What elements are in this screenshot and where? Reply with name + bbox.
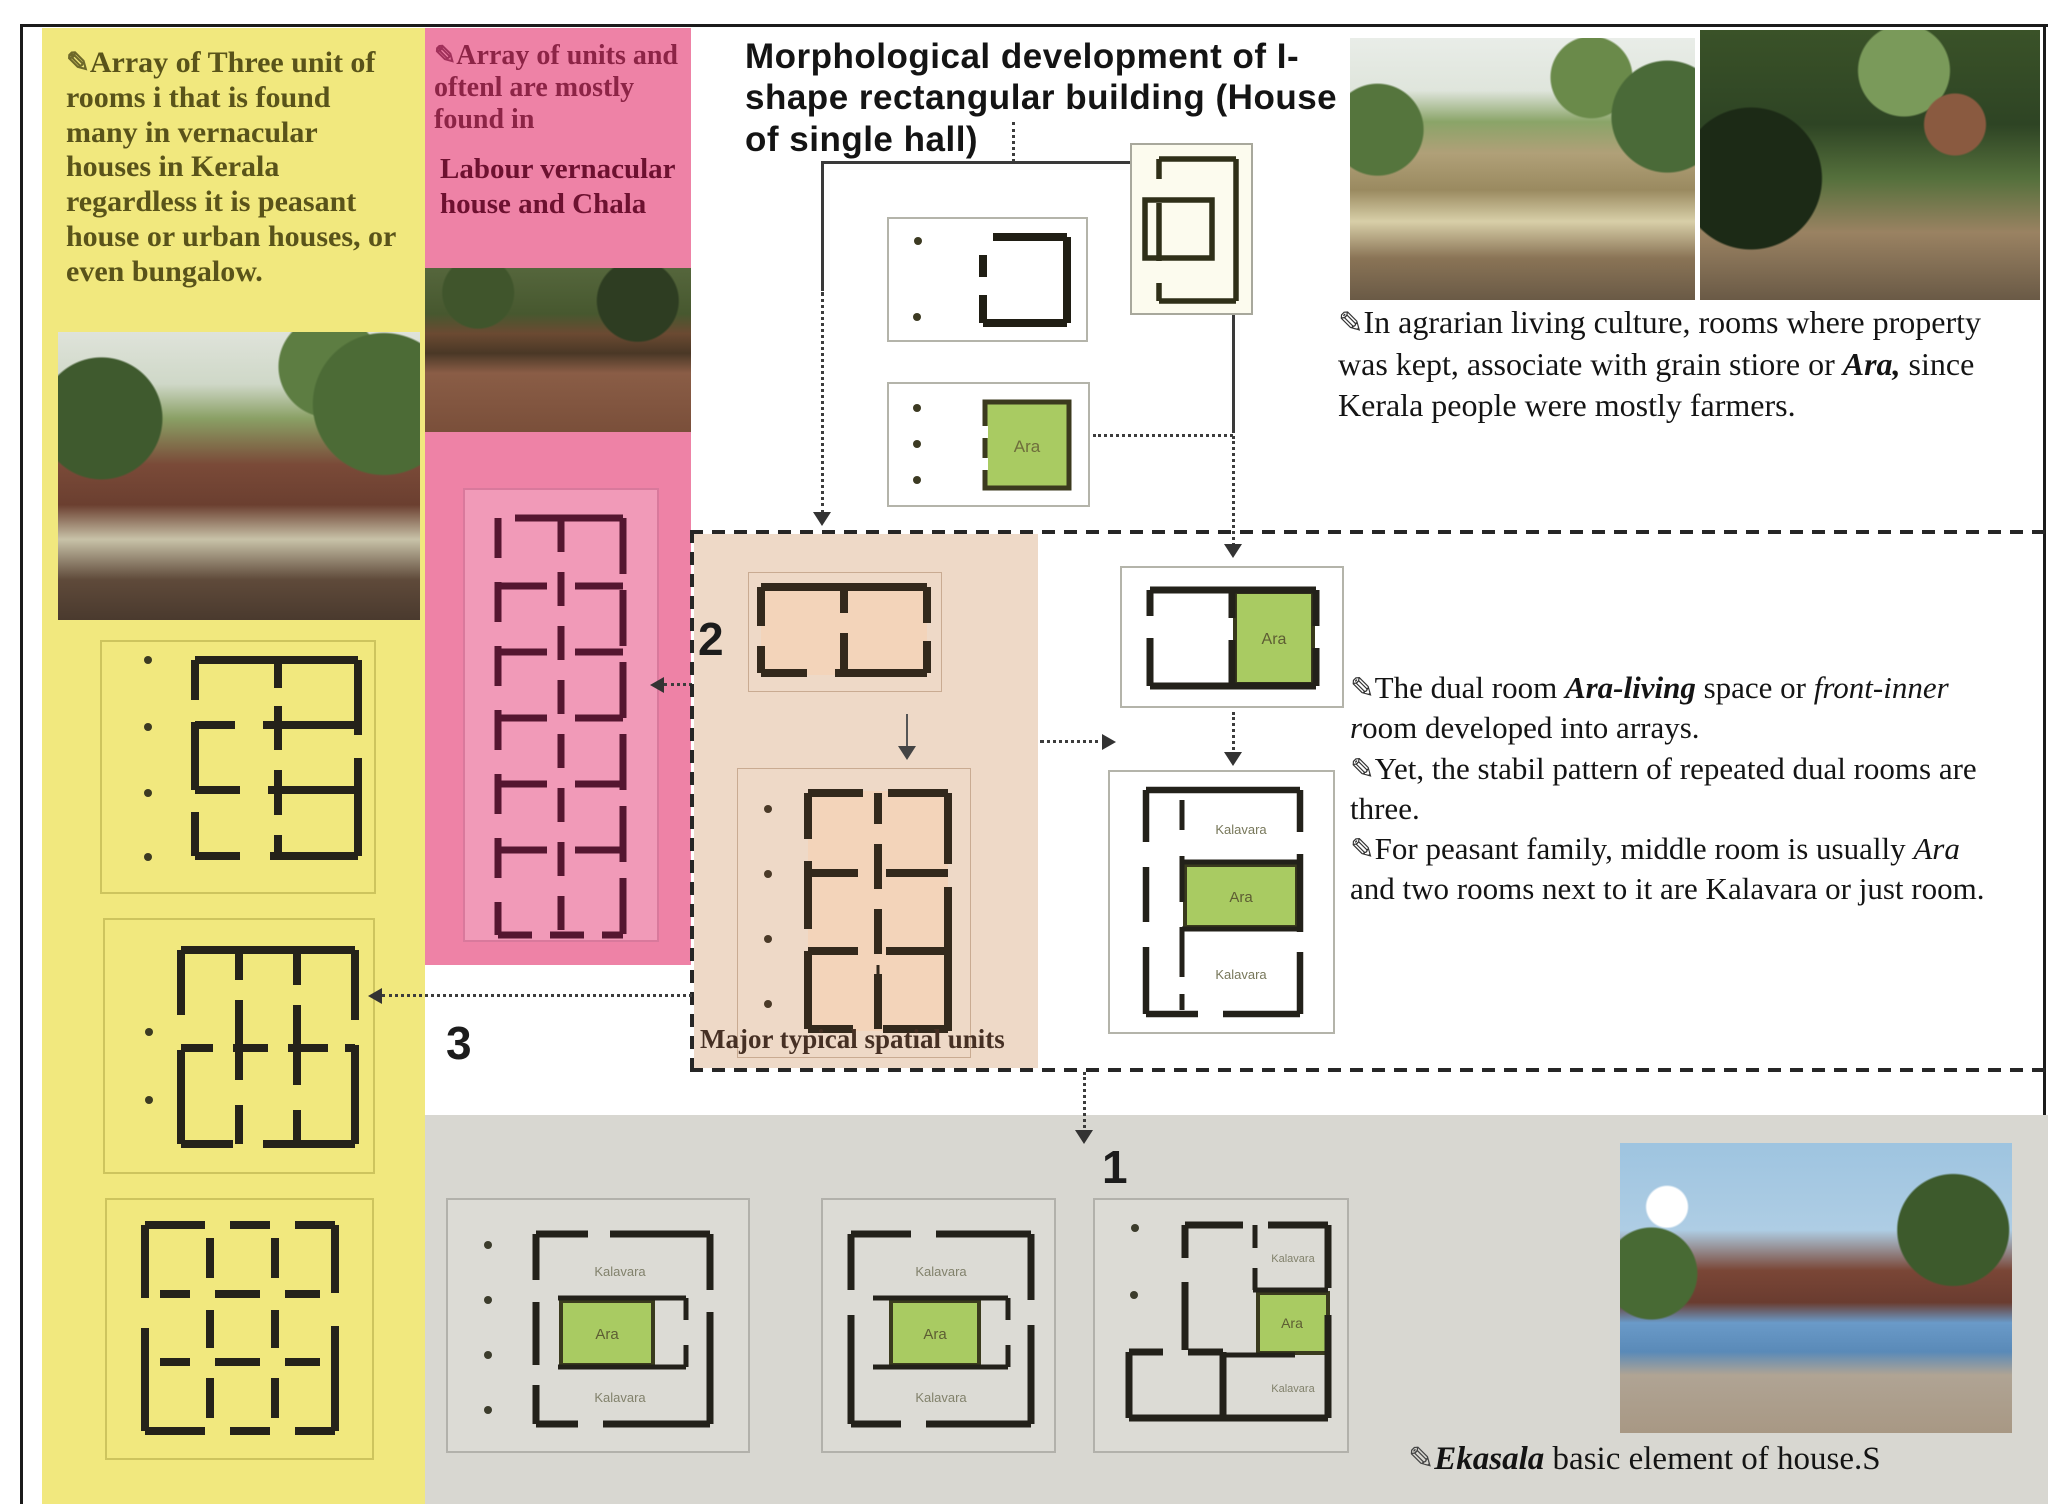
step-number-3: 3 [446,1017,472,1069]
pencil-icon: ✎ [1338,306,1364,340]
floor-plan-dual-ara [1122,568,1342,706]
room-label-kalavara: Kalavara [1215,822,1267,837]
pencil-icon: ✎ [1408,1441,1435,1476]
yellow-note [66,46,402,290]
arrowhead-left-icon [650,677,664,693]
floor-plan-ara-cell [889,384,1088,505]
step-number-2: 2 [698,613,724,665]
frame-left-line [20,24,23,1504]
photo-labour-house [425,268,691,432]
connector-stub [1012,122,1015,162]
arrowhead-down-icon [1224,752,1242,766]
arrowhead-right-icon [1102,734,1116,750]
connector-tan-right [1040,740,1106,743]
ekasala-plan-panel-2 [821,1198,1056,1453]
note-text: For peasant family, middle room is usually [1374,831,1914,867]
room-label-ara: Ara [1261,631,1287,648]
note-text: space or [1695,670,1814,705]
ekasala-term: Ekasala [1434,1441,1545,1477]
dashed-border-bottom [690,1068,2048,1072]
note-stabil-pattern [1350,749,1990,830]
tan-dual-room-panel [748,572,942,692]
pink-note-text: Array of units and oftenl are mostly found in [434,40,678,136]
floor-plan-ekasala-2 [823,1200,1054,1451]
arrowhead-down-icon [813,512,831,526]
ekasala-note [1408,1438,2028,1481]
room-label-kalavara: Kalavara [1271,1253,1315,1265]
pencil-icon: ✎ [66,48,90,79]
pencil-icon: ✎ [1350,673,1375,705]
connector-title-line-h [822,161,1130,164]
note-text: oom developed into arrays. [1362,710,1700,746]
connector-to-pink-plan [664,683,692,686]
agrarian-text-2: since Kerala people were mostly farmers. [1338,345,1975,424]
note-italic: Ara-living [1564,670,1696,705]
room-label-ara: Ara [1229,889,1253,906]
room-label-kalavara: Kalavara [1271,1383,1315,1395]
yellow-plan-panel-3 [105,1198,374,1460]
connector-to-yellow [382,994,692,997]
yellow-note-text: Array of Three unit of rooms i that is found many in vernacular houses in Kerala regardless it is peasant house or urban houses, or even bungalow. [66,46,396,288]
room-label-kalavara: Kalavara [915,1264,967,1279]
note-peasant-family [1350,829,1990,910]
photo-forest-shrine [1700,30,2040,300]
photo-thatched-house [1350,38,1695,300]
arrowhead-down-icon [1224,544,1242,558]
floor-plan-tall-array [465,490,657,940]
yellow-plan-panel-2 [103,918,375,1174]
i-shape-nested-diagram [1132,145,1251,313]
room-label-kalavara: Kalavara [1215,967,1267,982]
connector-nested-down [1232,315,1235,433]
step-number-1: 1 [1102,1141,1128,1193]
connector-ara-right [1093,434,1233,437]
major-units-caption: Major typical spatial units [700,1024,1005,1054]
floor-plan-nine-cell-array [107,1200,368,1454]
pencil-icon: ✎ [434,40,457,70]
photo-kerala-vernacular-house [58,332,420,620]
ekasala-text: basic element of house.S [1544,1441,1881,1477]
dual-ara-plan-panel [1120,566,1344,708]
kalavara-ara-plan-panel [1108,770,1335,1034]
note-italic: front-inner r [1350,670,1949,746]
agrarian-text-1: In agrarian living culture, rooms where property was kept, associate with grain stiore or [1338,304,1982,382]
connector-title-line-v [821,161,824,291]
development-notes [1350,668,1990,910]
tan-grid-panel [737,768,971,1058]
arrowhead-down-icon [1075,1130,1093,1144]
floor-plan-single-hall [889,219,1086,340]
floor-plan-two-row-array [105,920,369,1168]
note-text: and two rooms next to it are Kalavara or just room. [1350,871,1985,907]
floor-plan-tan-array [738,769,968,1055]
pink-note [434,40,684,137]
connector-dualara-down [1232,712,1235,756]
room-label-ara: Ara [1013,437,1041,456]
room-label-ara: Ara [595,1326,619,1343]
pencil-icon: ✎ [1350,753,1375,786]
agrarian-note [1338,302,1998,427]
i-shape-diagram-panel [1130,143,1253,315]
ekasala-plan-panel-3 [1093,1198,1349,1453]
pencil-icon: ✎ [1350,834,1375,867]
floor-plan-ekasala-3 [1095,1200,1347,1451]
frame-top-line [20,24,2048,27]
note-italic: Ara [1913,831,1960,867]
agrarian-ara-emphasis: Ara, [1842,345,1901,382]
pink-plan-panel [463,488,659,942]
note-dual-room [1350,668,1990,749]
ekasala-plan-panel-1 [446,1198,750,1453]
pink-note-emphasis: Labour vernacular house and Chala [440,153,675,220]
note-text: Yet, the stabil pattern of repeated dual rooms are three. [1350,750,1977,826]
room-label-kalavara: Kalavara [594,1264,646,1279]
ara-cell-plan-panel [887,382,1090,507]
floor-plan-dual-room [749,573,939,689]
photo-ekasala-house [1620,1143,2012,1433]
floor-plan-ekasala-1 [448,1200,748,1451]
arrowhead-left-icon [368,988,382,1004]
floor-plan-three-unit-array [102,642,370,888]
single-hall-plan-panel [887,217,1088,342]
note-text: The dual room [1374,670,1565,705]
yellow-plan-panel-1 [100,640,376,894]
page-title: Morphological development of I-shape rectangular building (House of single hall) [745,37,1338,159]
room-label-ara: Ara [923,1326,947,1343]
connector-tan-down [906,714,908,750]
room-label-kalavara: Kalavara [915,1390,967,1405]
room-label-ara: Ara [1281,1315,1303,1331]
floor-plan-kalavara-ara [1110,772,1333,1032]
connector-to-ekasala [1083,1072,1086,1134]
arrowhead-down-icon [898,746,916,760]
connector-down-to-tan [821,292,824,514]
room-label-kalavara: Kalavara [594,1390,646,1405]
